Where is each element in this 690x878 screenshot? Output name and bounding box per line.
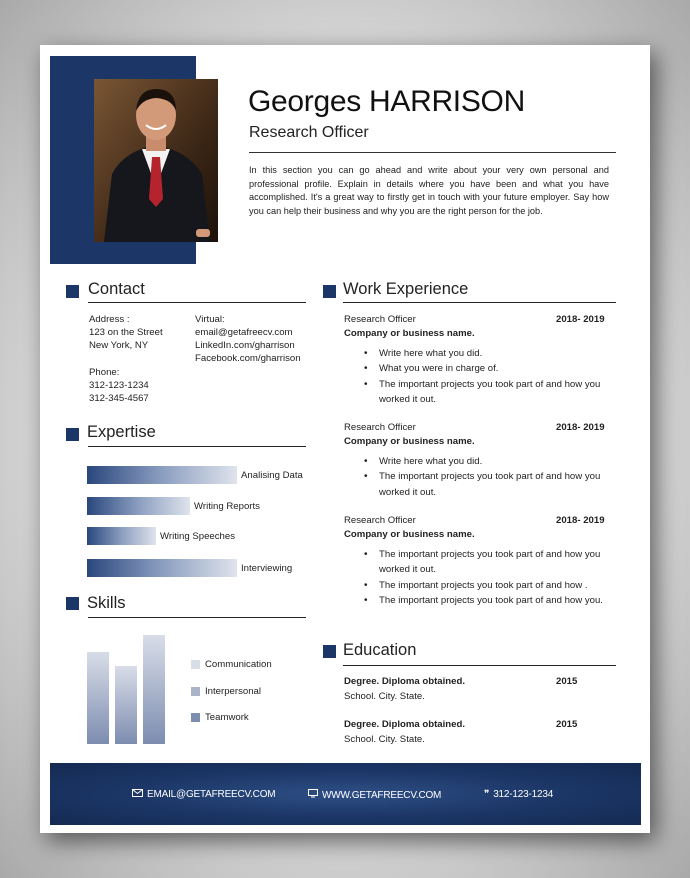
education-degree: Degree. Diploma obtained. xyxy=(344,719,466,730)
education-school: School. City. State. xyxy=(344,691,425,702)
expertise-divider xyxy=(88,446,306,447)
footer-website[interactable] xyxy=(308,789,441,801)
footer-phone-text: 312-123-1234 xyxy=(493,789,554,800)
work-bullet: • The important projects you took part of and how you worked it out. xyxy=(344,377,622,408)
work-section-marker xyxy=(323,285,336,298)
expertise-bar xyxy=(87,497,190,515)
work-company: Company or business name. xyxy=(344,529,475,540)
resume-page xyxy=(40,45,650,833)
work-entry xyxy=(344,514,622,609)
work-company: Company or business name. xyxy=(344,328,475,339)
work-entry xyxy=(344,421,622,500)
expertise-label: Writing Reports xyxy=(194,501,260,512)
education-degree: Degree. Diploma obtained. xyxy=(344,676,466,687)
footer-email-text: EMAIL@GETAFREECV.COM xyxy=(147,789,276,800)
address-label: Address : xyxy=(89,314,130,325)
skill-legend-swatch xyxy=(191,713,200,722)
expertise-label: Writing Speeches xyxy=(160,531,236,542)
phone-label: Phone: xyxy=(89,367,120,378)
education-entry xyxy=(344,718,614,746)
skill-bar xyxy=(143,635,165,744)
work-bullets xyxy=(344,454,622,500)
address-line1: 123 on the Street xyxy=(89,327,163,338)
work-role: Research Officer xyxy=(344,515,416,526)
work-company: Company or business name. xyxy=(344,436,475,447)
expertise-section-marker xyxy=(66,428,79,441)
monitor-icon xyxy=(308,789,318,798)
skill-bar xyxy=(87,652,109,744)
address-line2: New York, NY xyxy=(89,340,149,351)
education-year: 2015 xyxy=(556,719,578,730)
work-role: Research Officer xyxy=(344,314,416,325)
skills-heading: Skills xyxy=(87,594,126,612)
work-years: 2018- 2019 xyxy=(556,314,605,325)
contact-email[interactable]: email@getafreecv.com xyxy=(195,327,293,338)
expertise-heading: Expertise xyxy=(87,423,156,441)
skill-legend-label: Communication xyxy=(205,659,272,670)
footer-website-text: WWW.GETAFREECV.COM xyxy=(322,790,442,801)
work-role: Research Officer xyxy=(344,422,416,433)
education-school: School. City. State. xyxy=(344,734,425,745)
candidate-name: Georges HARRISON xyxy=(248,85,525,118)
work-bullets xyxy=(344,346,622,408)
work-heading: Work Experience xyxy=(343,280,469,298)
education-entry xyxy=(344,675,614,703)
profile-summary: In this section you can go ahead and write about your very own personal and professional profile. Explain in details where you have been and what you have accomplished. It's a great way to firstly get in touch with your future employer. Say how you can help their business and why you are the right person for the job. xyxy=(249,165,609,216)
work-divider xyxy=(343,302,616,303)
footer-phone[interactable] xyxy=(484,789,553,800)
envelope-icon xyxy=(132,789,143,797)
education-heading: Education xyxy=(343,641,417,659)
job-title: Research Officer xyxy=(249,124,369,141)
phone-primary: 312-123-1234 xyxy=(89,380,149,391)
work-entry xyxy=(344,313,622,408)
footer-email[interactable] xyxy=(132,789,275,800)
work-bullet: • The important projects you took part of and how . xyxy=(344,578,622,593)
skill-bar xyxy=(115,666,137,744)
skills-divider xyxy=(88,617,306,618)
phone-secondary: 312-345-4567 xyxy=(89,393,149,404)
contact-section-marker xyxy=(66,285,79,298)
contact-facebook[interactable]: Facebook.com/gharrison xyxy=(195,353,301,364)
header-divider xyxy=(249,152,616,153)
expertise-bar xyxy=(87,559,237,577)
contact-divider xyxy=(88,302,306,303)
work-years: 2018- 2019 xyxy=(556,515,605,526)
expertise-bar xyxy=(87,466,237,484)
footer-bar xyxy=(50,763,641,825)
skill-legend-label: Teamwork xyxy=(205,712,249,723)
work-years: 2018- 2019 xyxy=(556,422,605,433)
expertise-label: Interviewing xyxy=(241,563,293,574)
work-bullet: • Write here what you did. xyxy=(344,346,622,361)
skill-legend-swatch xyxy=(191,687,200,696)
skill-legend-swatch xyxy=(191,660,200,669)
work-bullet: • What you were in charge of. xyxy=(344,361,622,376)
phone-icon: ❞ xyxy=(484,789,490,800)
work-bullet: • The important projects you took part of and how you worked it out. xyxy=(344,547,622,578)
expertise-label: Analising Data xyxy=(241,470,303,481)
work-bullet: • Write here what you did. xyxy=(344,454,622,469)
work-bullets xyxy=(344,547,622,609)
profile-photo xyxy=(94,79,218,242)
person-illustration xyxy=(94,79,218,242)
skills-section-marker xyxy=(66,597,79,610)
contact-linkedin[interactable]: LinkedIn.com/gharrison xyxy=(195,340,295,351)
work-bullet: • The important projects you took part of and how you worked it out. xyxy=(344,469,622,500)
work-bullet: • The important projects you took part of and how you. xyxy=(344,593,622,608)
expertise-bar xyxy=(87,527,156,545)
education-year: 2015 xyxy=(556,676,578,687)
virtual-label: Virtual: xyxy=(195,314,225,325)
education-section-marker xyxy=(323,645,336,658)
contact-heading: Contact xyxy=(88,280,145,298)
education-divider xyxy=(343,665,616,666)
skill-legend-label: Interpersonal xyxy=(205,686,261,697)
